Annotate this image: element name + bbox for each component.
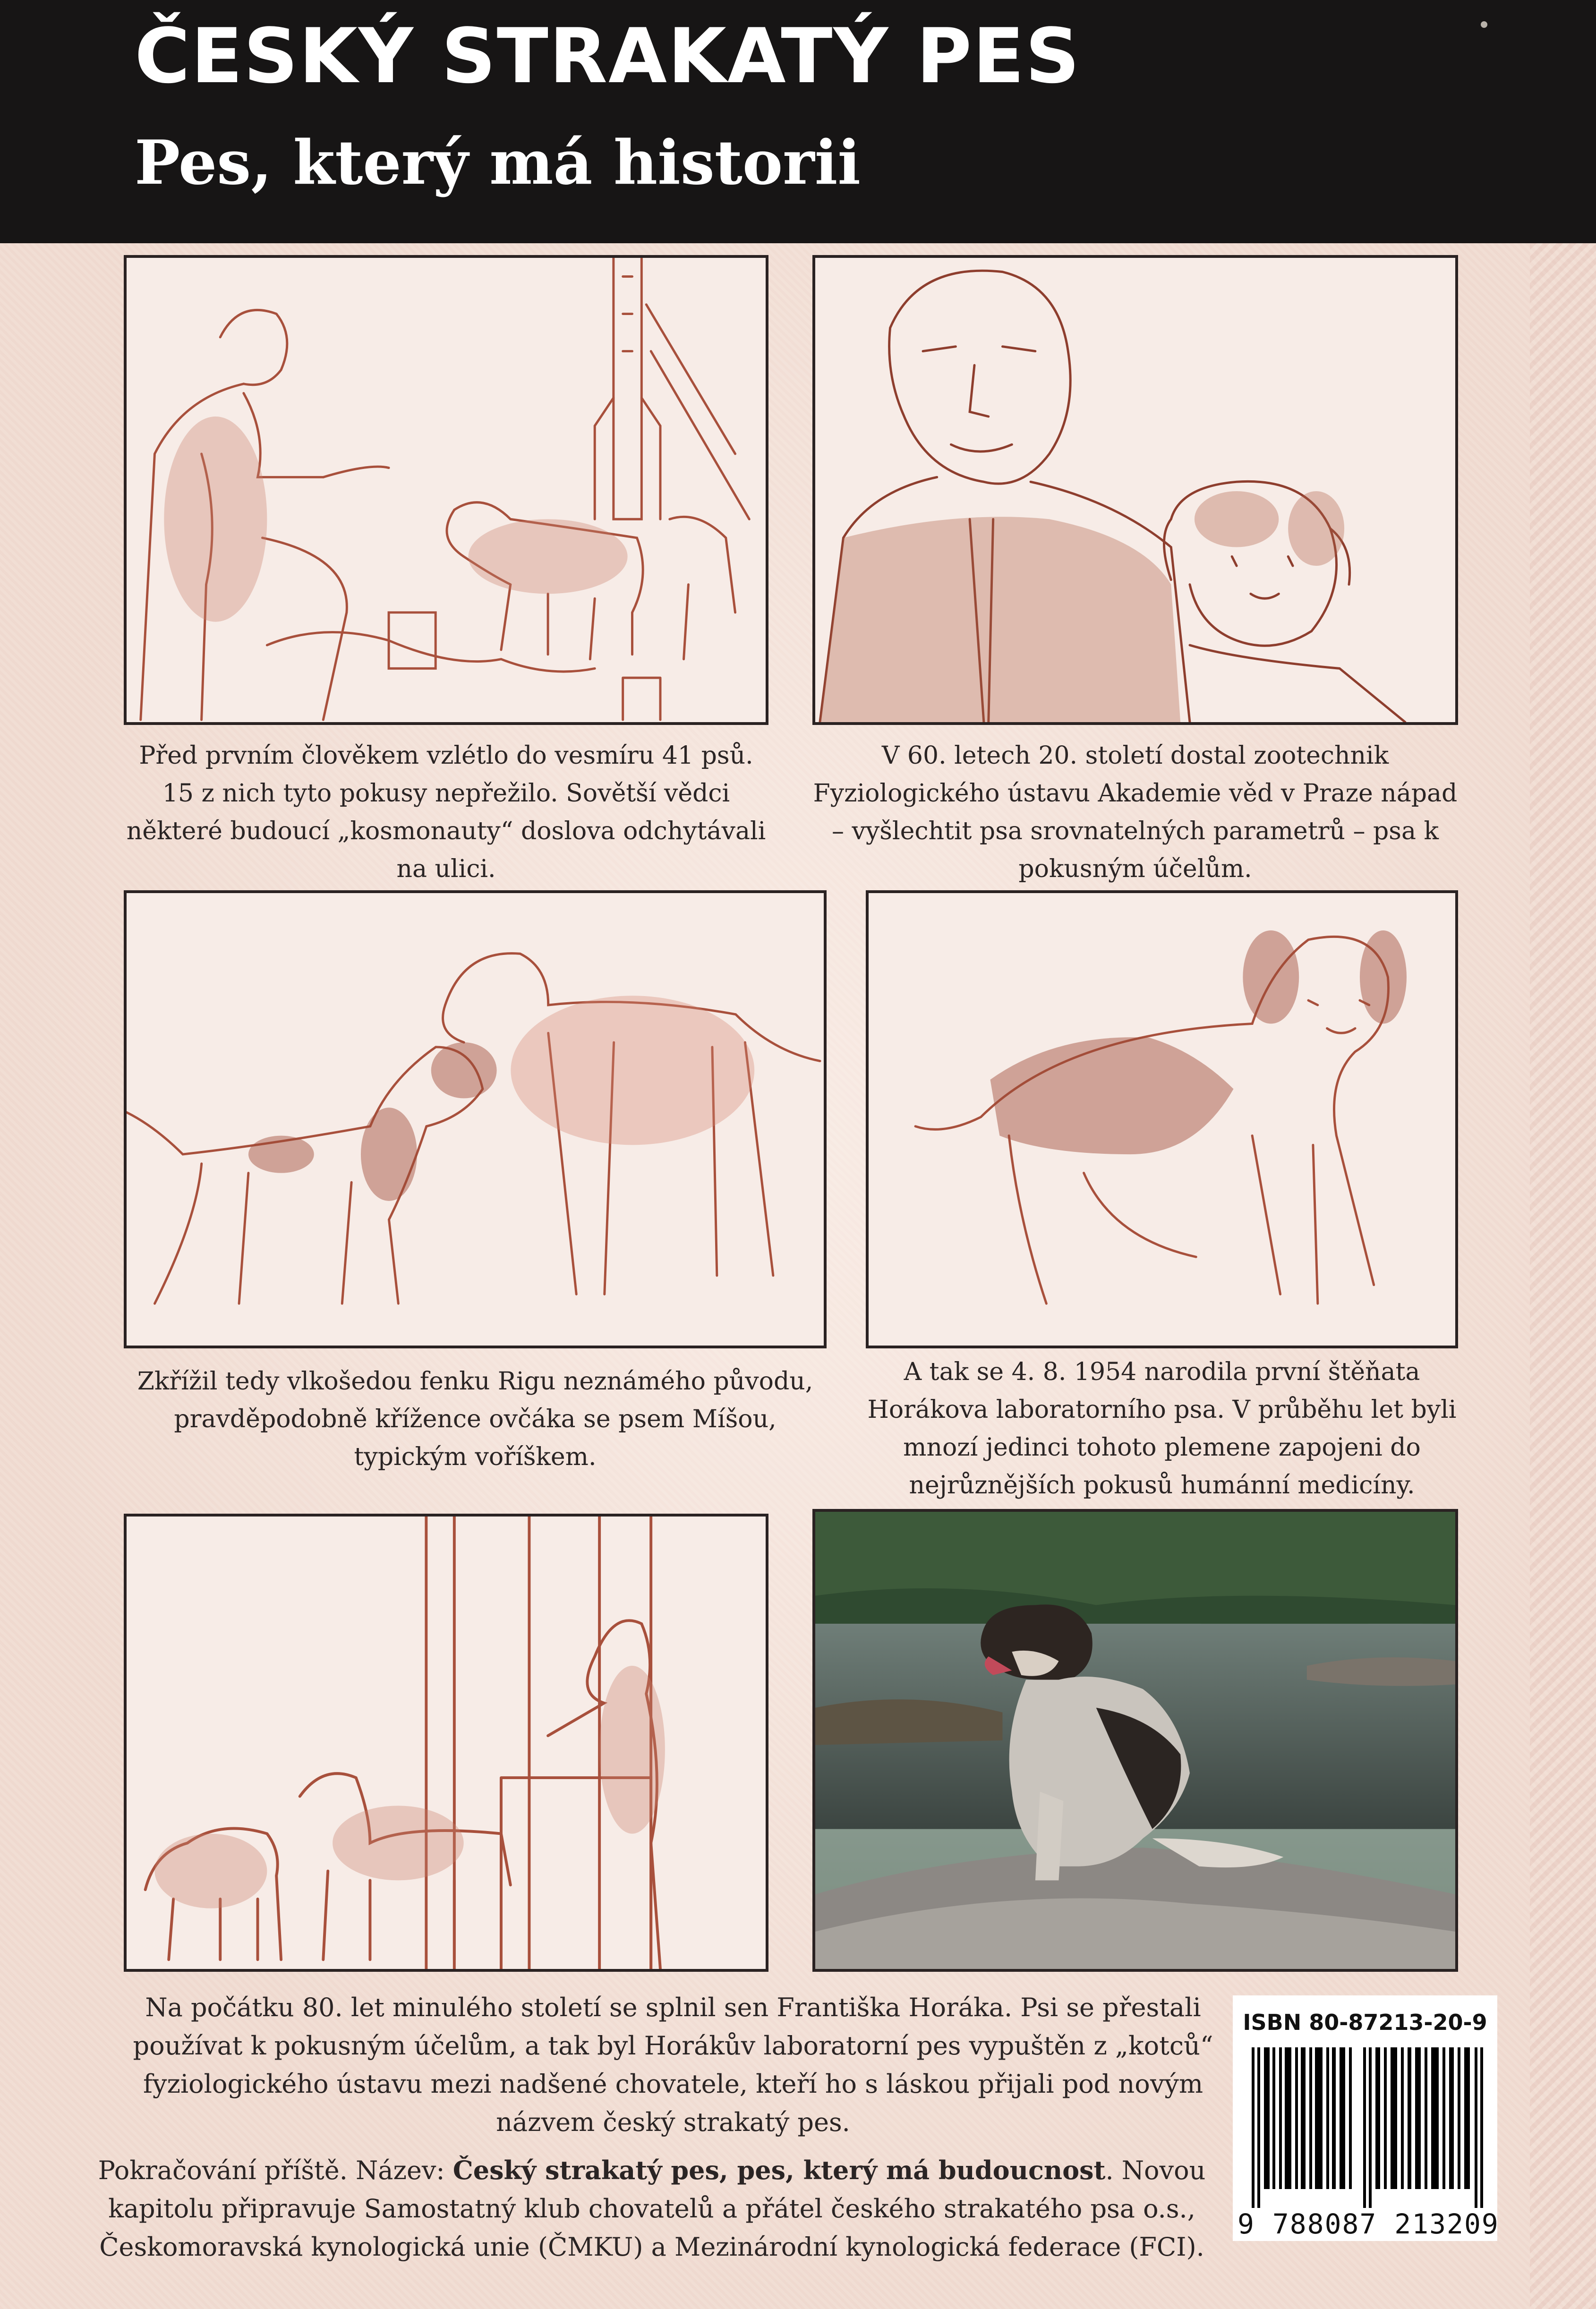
bottom-caption: Na počátku 80. let minulého století se splnil sen Františka Horáka. Psi se přestali používat k pokusným účelům, a tak byl Horákův laboratorní pes vypuštěn z „kotců“ fyziologického ústavu mezi nadšené chovatele, kteří ho s láskou přijali pod novým názvem český strakatý pes. (133, 1993, 1213, 2137)
barcode-digits: 9 788087 213209 (1238, 2208, 1499, 2240)
barcode-icon (1252, 2047, 1483, 2208)
panel-dog-photo (812, 1509, 1458, 1972)
sketch-rocket-dogs (127, 258, 766, 722)
panel-caption-3: Zkřížil tedy vlkošedou fenku Rigu neznámého původu, pravděpodobně křížence ovčáka se psem Míšou, typickým voříškem. (137, 1367, 813, 1471)
page-subtitle: Pes, který má historii (135, 128, 861, 198)
panel-caption-4: A tak se 4. 8. 1954 narodila první štěňata Horákova laboratorního psa. V průběhu let byli mnozí jedinci tohoto plemene zapojeni do nejrůznějších pokusů humánní medicíny. (867, 1358, 1457, 1500)
sketch-kennel-dogs (127, 1517, 766, 1969)
panel-rocket-dogs (124, 255, 768, 725)
header-banner (0, 0, 1596, 243)
continuation-note (85, 2151, 1219, 2266)
continuation-prefix: Pokračování příště. Název: (98, 2156, 453, 2185)
isbn-label: ISBN 80-87213-20-9 (1243, 2010, 1487, 2035)
panel-single-dog (866, 890, 1458, 1348)
photo-dog-lake (815, 1512, 1455, 1969)
panel-caption-2: V 60. letech 20. století dostal zootechnik Fyziologického ústavu Akademie věd v Praze nápad – vyšlechtit psa srovnatelných parametrů – psa k pokusným účelům. (813, 741, 1458, 883)
continuation-title: Český strakatý pes, pes, který má budoucnost (452, 2155, 1106, 2185)
sketch-two-dogs (127, 893, 824, 1346)
sketch-single-dog (869, 893, 1455, 1346)
page-texture-strip (1530, 243, 1596, 2309)
panel-caption-1: Před prvním člověkem vzlétlo do vesmíru 41 psů. 15 z nich tyto pokusy nepřežilo. Sovětší vědci některé budoucí „kosmonauty“ doslova odchytávali na ulici. (126, 741, 766, 883)
continuation-suffix: . Novou kapitolu připravuje Samostatný klub chovatelů a přátel českého strakatého psa o.s., Českomoravská kynologická unie (ČMKU) a Mezinárodní kynologická federace (FCI). (99, 2156, 1206, 2262)
header-dot (1481, 21, 1487, 28)
panel-kennel-dogs (124, 1514, 768, 1972)
sketch-portrait (815, 258, 1455, 722)
page-title: ČESKÝ STRAKATÝ PES (135, 12, 1081, 100)
panel-two-dogs (124, 890, 827, 1348)
panel-portrait (812, 255, 1458, 725)
isbn-barcode-box (1233, 1995, 1497, 2241)
